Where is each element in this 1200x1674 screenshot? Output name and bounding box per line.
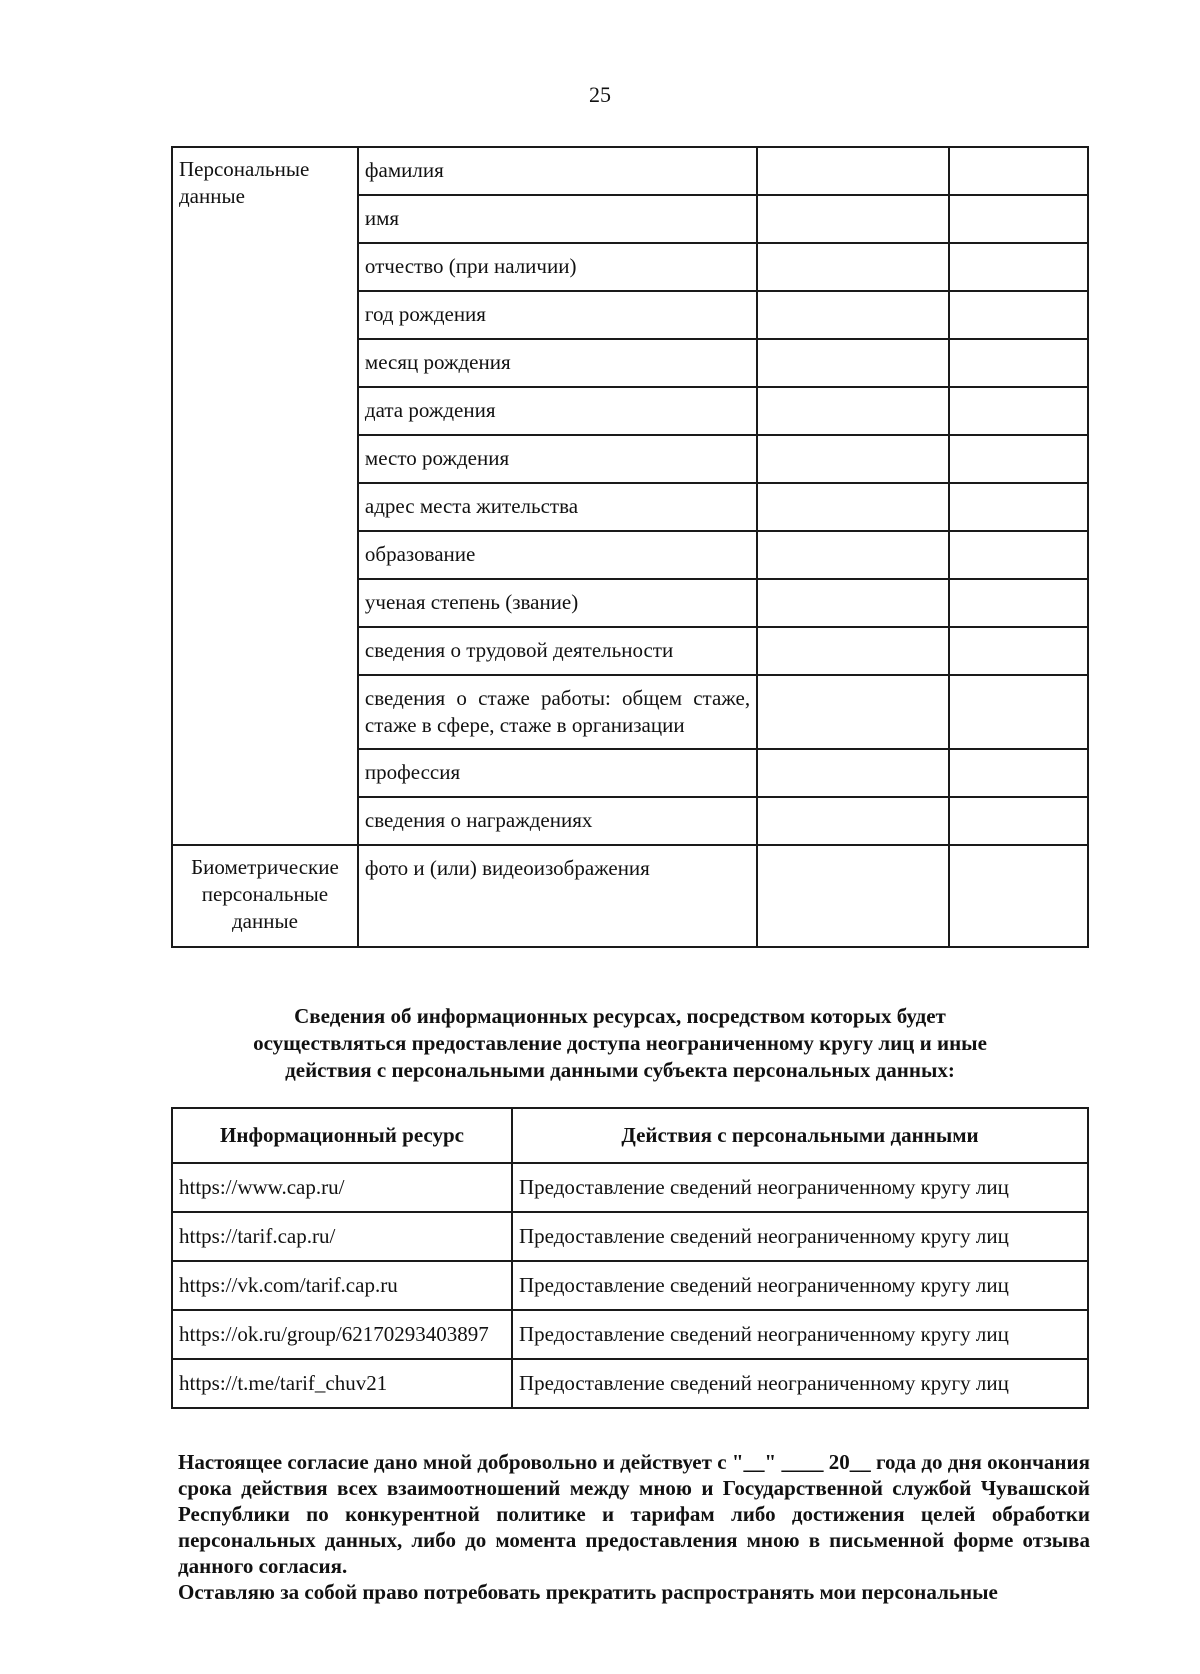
pd-cell-empty <box>949 531 1088 579</box>
pd-cell-empty <box>949 845 1088 947</box>
pd-item: ученая степень (звание) <box>358 579 757 627</box>
category-personal-data: Персональные данные <box>172 147 358 845</box>
pd-cell-empty <box>949 291 1088 339</box>
pd-cell-empty <box>949 195 1088 243</box>
pd-cell-empty <box>949 675 1088 749</box>
pd-cell-empty <box>949 579 1088 627</box>
pd-cell-empty <box>949 435 1088 483</box>
pd-item: образование <box>358 531 757 579</box>
pd-cell-empty <box>757 147 949 195</box>
pd-item: место рождения <box>358 435 757 483</box>
pd-cell-empty <box>757 531 949 579</box>
resource-url: https://t.me/tarif_chuv21 <box>172 1359 512 1408</box>
resources-table <box>171 1107 1089 1409</box>
resource-url: https://ok.ru/group/62170293403897 <box>172 1310 512 1359</box>
personal-data-table <box>171 146 1089 948</box>
header-actions: Действия с персональными данными <box>512 1108 1088 1163</box>
resource-action: Предоставление сведений неограниченному кругу лиц <box>512 1261 1088 1310</box>
resource-url: https://www.cap.ru/ <box>172 1163 512 1212</box>
pd-item: сведения о трудовой деятельности <box>358 627 757 675</box>
header-resource: Информационный ресурс <box>172 1108 512 1163</box>
pd-cell-empty <box>757 339 949 387</box>
resource-action: Предоставление сведений неограниченному кругу лиц <box>512 1359 1088 1408</box>
resource-action: Предоставление сведений неограниченному кругу лиц <box>512 1310 1088 1359</box>
pd-cell-empty <box>949 483 1088 531</box>
reserve-paragraph: Оставляю за собой право потребовать прекратить распространять мои персональные <box>178 1580 998 1604</box>
pd-cell-empty <box>757 627 949 675</box>
resource-action: Предоставление сведений неограниченному кругу лиц <box>512 1163 1088 1212</box>
pd-item: фото и (или) видеоизображения <box>358 845 757 947</box>
consent-text <box>178 1449 1090 1605</box>
page-number: 25 <box>589 82 611 107</box>
pd-cell-empty <box>757 435 949 483</box>
pd-item: месяц рождения <box>358 339 757 387</box>
pd-item: дата рождения <box>358 387 757 435</box>
pd-cell-empty <box>949 797 1088 845</box>
pd-cell-empty <box>949 627 1088 675</box>
category-biometric-data: Биометрические персональные данные <box>172 845 358 947</box>
pd-cell-empty <box>757 579 949 627</box>
pd-cell-empty <box>949 749 1088 797</box>
pd-cell-empty <box>757 195 949 243</box>
pd-item: адрес места жительства <box>358 483 757 531</box>
info-resources-heading: Сведения об информационных ресурсах, посредством которых будет осуществляться предоставление доступа неограниченному кругу лиц и иные действия с персональными данными субъекта персональных данных: <box>253 1004 987 1082</box>
pd-item: сведения о награждениях <box>358 797 757 845</box>
pd-cell-empty <box>949 243 1088 291</box>
pd-cell-empty <box>757 387 949 435</box>
pd-item: профессия <box>358 749 757 797</box>
pd-item: сведения о стаже работы: общем стаже, стаже в сфере, стаже в организации <box>358 675 757 749</box>
pd-cell-empty <box>757 243 949 291</box>
pd-cell-empty <box>757 675 949 749</box>
pd-item: отчество (при наличии) <box>358 243 757 291</box>
resource-action: Предоставление сведений неограниченному кругу лиц <box>512 1212 1088 1261</box>
pd-item: год рождения <box>358 291 757 339</box>
pd-cell-empty <box>949 147 1088 195</box>
pd-cell-empty <box>949 339 1088 387</box>
pd-cell-empty <box>757 749 949 797</box>
pd-cell-empty <box>757 797 949 845</box>
pd-cell-empty <box>757 845 949 947</box>
pd-item: имя <box>358 195 757 243</box>
pd-cell-empty <box>757 483 949 531</box>
resource-url: https://vk.com/tarif.cap.ru <box>172 1261 512 1310</box>
pd-cell-empty <box>757 291 949 339</box>
pd-cell-empty <box>949 387 1088 435</box>
resource-url: https://tarif.cap.ru/ <box>172 1212 512 1261</box>
consent-paragraph: Настоящее согласие дано мной добровольно и действует с "__" ____ 20__ года до дня окончания срока действия всех взаимоотношений между мною и Государственной службой Чувашской Республики по конкурентной политике и тарифам либо достижения целей обработки персональных данных, либо до момента предоставления мною в письменной форме отзыва данного согласия. <box>178 1450 1090 1578</box>
pd-item: фамилия <box>358 147 757 195</box>
